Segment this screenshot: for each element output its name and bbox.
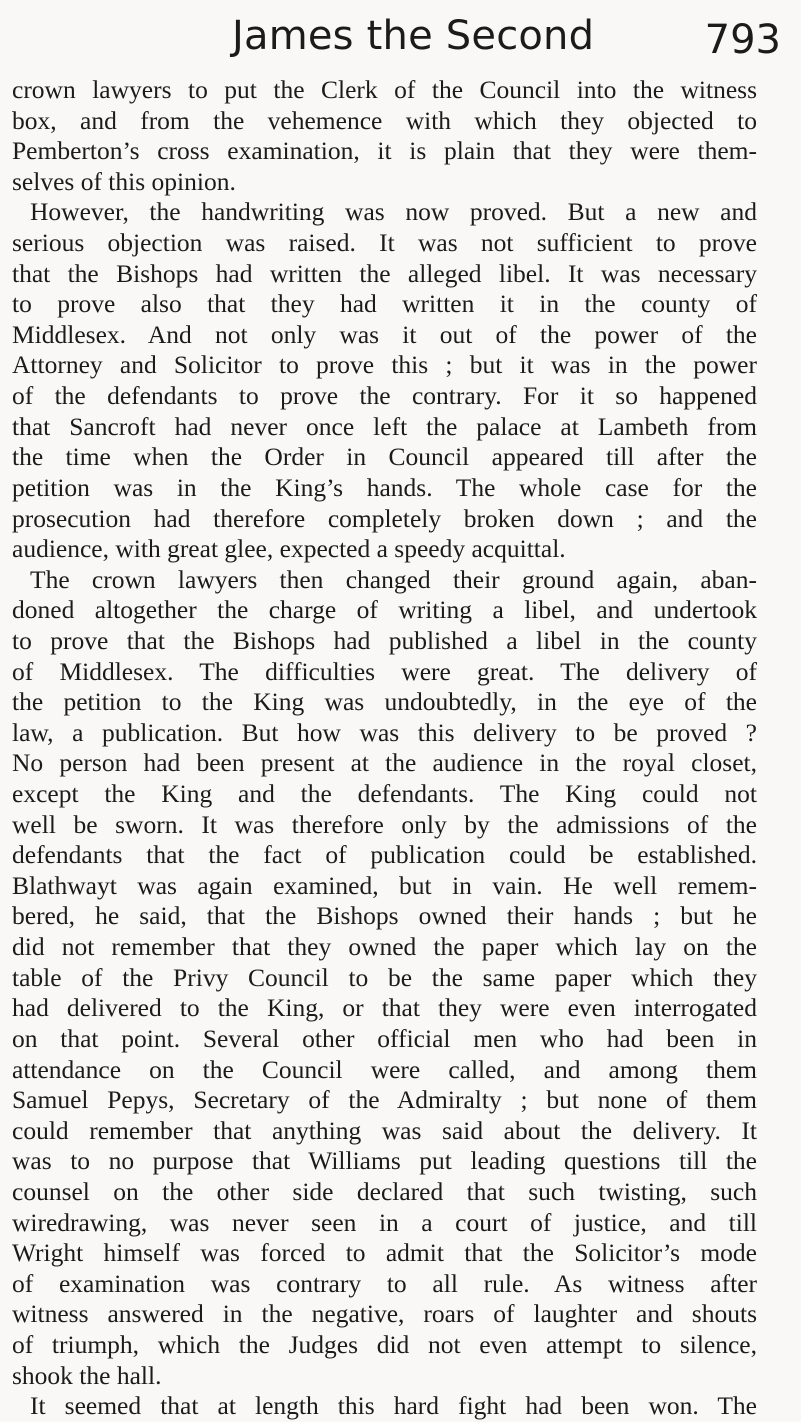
- text-line: to prove that the Bishops had published a libel in the county: [12, 625, 757, 655]
- text-line: that Sancroft had never once left the palace at Lambeth from: [12, 411, 757, 441]
- text-line: wiredrawing, was never seen in a court of justice, and till: [12, 1207, 757, 1237]
- text-line: However, the handwriting was now proved. But a new and: [30, 197, 757, 227]
- text-line: that the Bishops had written the alleged libel. It was necessary: [12, 258, 757, 288]
- body-text: [12, 75, 757, 1422]
- text-line: witness answered in the negative, roars of laughter and shouts: [12, 1299, 757, 1329]
- text-line: attendance on the Council were called, and among them: [12, 1054, 757, 1084]
- text-line: of the defendants to prove the contrary. For it so happened: [12, 381, 757, 411]
- text-line: on that point. Several other official men who had been in: [12, 1023, 757, 1053]
- text-line: The crown lawyers then changed their ground again, aban-: [30, 564, 757, 594]
- running-title: James the Second: [232, 13, 595, 59]
- text-line: Attorney and Solicitor to prove this ; but it was in the power: [12, 350, 757, 380]
- text-line: petition was in the King’s hands. The whole case for the: [12, 472, 757, 502]
- text-line: did not remember that they owned the paper which lay on the: [12, 932, 757, 962]
- text-line: serious objection was raised. It was not sufficient to prove: [12, 228, 757, 258]
- text-line: audience, with great glee, expected a speedy acquittal.: [12, 534, 566, 564]
- text-line: of triumph, which the Judges did not even attempt to silence,: [12, 1329, 757, 1359]
- text-line: the time when the Order in Council appeared till after the: [12, 442, 757, 472]
- text-line: was to no purpose that Williams put leading questions till the: [12, 1146, 757, 1176]
- text-line: selves of this opinion.: [12, 166, 236, 196]
- text-line: bered, he said, that the Bishops owned their hands ; but he: [12, 901, 757, 931]
- text-line: of Middlesex. The difficulties were great. The delivery of: [12, 656, 757, 686]
- text-line: Pemberton’s cross examination, it is plain that they were them-: [12, 136, 757, 166]
- text-line: No person had been present at the audience in the royal closet,: [12, 748, 757, 778]
- text-line: box, and from the vehemence with which they objected to: [12, 105, 757, 135]
- text-line: crown lawyers to put the Clerk of the Council into the witness: [12, 75, 757, 104]
- text-line: Middlesex. And not only was it out of the power of the: [12, 319, 757, 349]
- text-line: to prove also that they had written it in the county of: [12, 289, 757, 319]
- text-line: defendants that the fact of publication could be established.: [12, 840, 757, 870]
- text-line: Samuel Pepys, Secretary of the Admiralty ; but none of them: [12, 1085, 757, 1115]
- text-line: prosecution had therefore completely broken down ; and the: [12, 503, 757, 533]
- text-line: shook the hall.: [12, 1360, 162, 1390]
- text-line: Wright himself was forced to admit that the Solicitor’s mode: [12, 1238, 757, 1268]
- text-line: had delivered to the King, or that they were even interrogated: [12, 993, 757, 1023]
- text-line: It seemed that at length this hard fight had been won. The: [30, 1391, 757, 1421]
- text-line: the petition to the King was undoubtedly, in the eye of the: [12, 687, 757, 717]
- page-number: 793: [704, 17, 781, 63]
- text-line: could remember that anything was said about the delivery. It: [12, 1115, 757, 1145]
- text-line: except the King and the defendants. The King could not: [12, 779, 757, 809]
- text-line: Blathwayt was again examined, but in vain. He well remem-: [12, 870, 757, 900]
- running-head: [0, 6, 801, 68]
- text-line: of examination was contrary to all rule. As witness after: [12, 1268, 757, 1298]
- text-line: doned altogether the charge of writing a libel, and undertook: [12, 595, 757, 625]
- text-line: law, a publication. But how was this delivery to be proved ?: [12, 717, 757, 747]
- text-line: well be sworn. It was therefore only by the admissions of the: [12, 809, 757, 839]
- text-line: table of the Privy Council to be the same paper which they: [12, 962, 757, 992]
- text-line: counsel on the other side declared that such twisting, such: [12, 1176, 757, 1206]
